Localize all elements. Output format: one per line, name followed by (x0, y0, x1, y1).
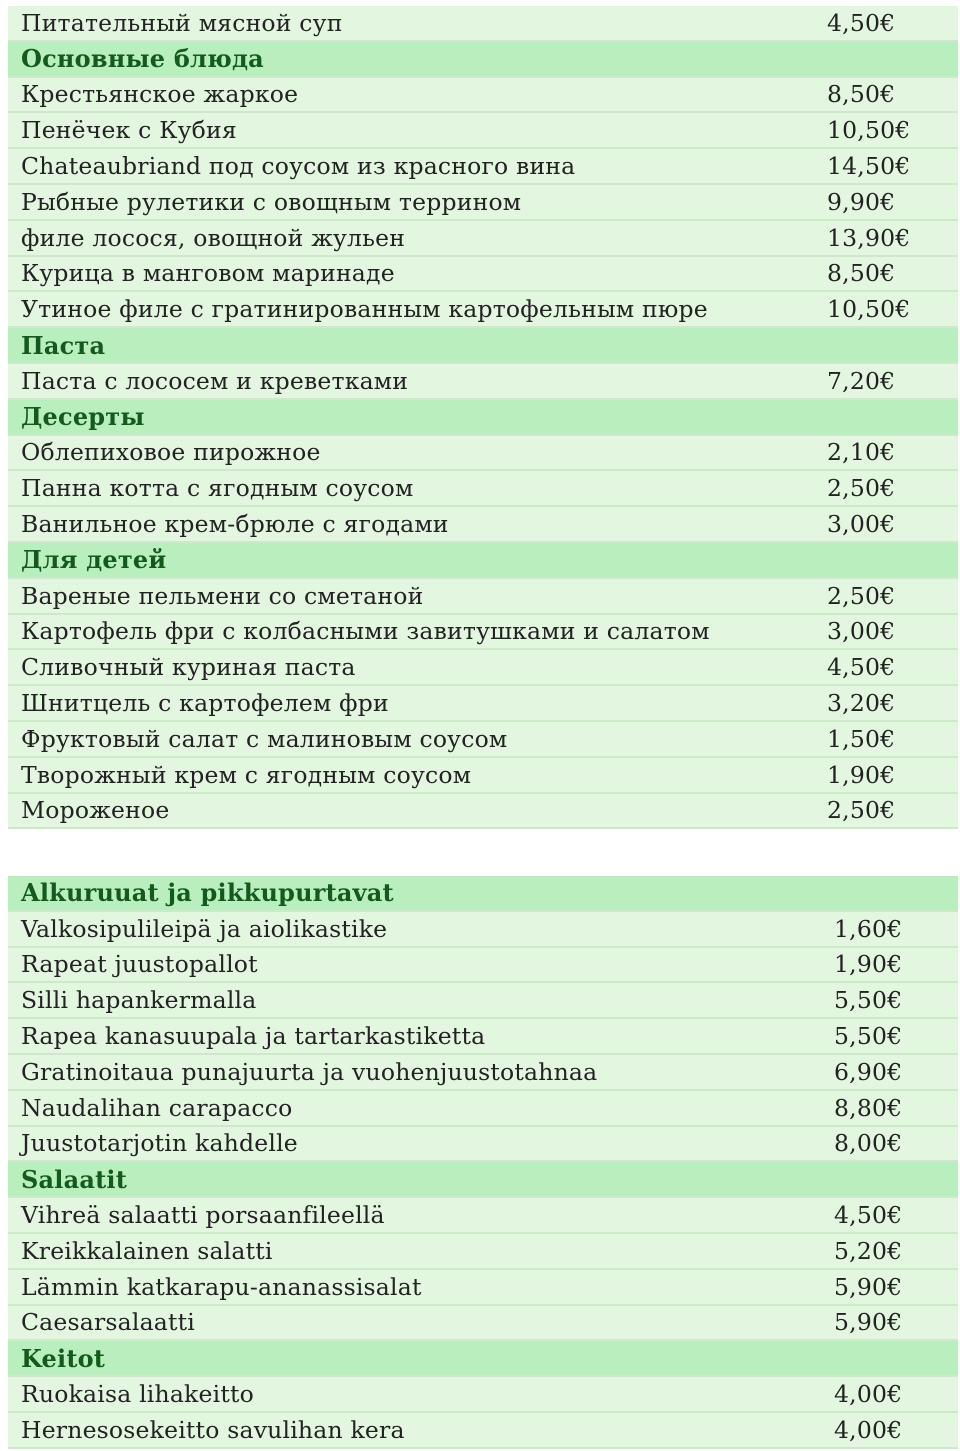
menu-item-row (8, 292, 958, 328)
dish-price: 14,50€ (827, 152, 911, 181)
menu-item-row (8, 615, 958, 651)
dish-name: Вареные пельмени со сметаной (21, 581, 424, 610)
section-header (8, 42, 958, 78)
menu-item-row (8, 471, 958, 507)
section-header (8, 543, 958, 579)
section-header (8, 1341, 958, 1377)
dish-price: 2,10€ (827, 438, 896, 467)
dish-price: 4,00€ (834, 1380, 903, 1409)
menu-item-row (8, 364, 958, 400)
dish-price: 3,00€ (827, 510, 896, 539)
menu-item-row (8, 983, 958, 1019)
dish-name: Rapeat juustopallot (21, 950, 258, 979)
dish-price: 1,90€ (827, 760, 896, 789)
dish-name: Шнитцель с картофелем фри (21, 689, 389, 718)
dish-price: 8,50€ (827, 259, 896, 288)
dish-price: 4,50€ (827, 653, 896, 682)
section-title: Alkuruuat ja pikkupurtavat (21, 878, 394, 908)
dish-name: Juustotarjotin kahdelle (21, 1129, 298, 1158)
dish-price: 1,50€ (827, 724, 896, 753)
menu-item-row (8, 1127, 958, 1163)
dish-price: 6,90€ (834, 1057, 903, 1086)
dish-name: Ванильное крем-брюле с ягодами (21, 510, 449, 539)
dish-price: 13,90€ (827, 223, 911, 252)
dish-name: Naudalihan carapacco (21, 1093, 293, 1122)
dish-name: Рыбные рулетики с овощным террином (21, 187, 522, 216)
dish-name: Облепиховое пирожное (21, 438, 321, 467)
dish-name: Пенёчек с Кубия (21, 116, 237, 145)
menu-item-row (8, 579, 958, 615)
section-header (8, 1162, 958, 1198)
dish-price: 8,00€ (834, 1129, 903, 1158)
dish-name: Сливочный куриная паста (21, 653, 356, 682)
menu-item-row (8, 1019, 958, 1055)
menu-item-row (8, 1306, 958, 1342)
menu-item-row (8, 912, 958, 948)
menu-item-row (8, 794, 958, 830)
dish-name: Утиное филе с гратинированным картофельным пюре (21, 295, 708, 324)
section-header (8, 876, 958, 912)
dish-price: 2,50€ (827, 581, 896, 610)
dish-name: филе лосося, овощной жульен (21, 223, 406, 252)
dish-price: 4,50€ (827, 8, 896, 37)
dish-price: 10,50€ (827, 295, 911, 324)
dish-price: 5,50€ (834, 986, 903, 1015)
dish-name: Панна котта с ягодным соусом (21, 474, 414, 503)
dish-price: 4,00€ (834, 1415, 903, 1444)
dish-price: 2,50€ (827, 474, 896, 503)
dish-name: Lämmin katkarapu-ananassisalat (21, 1272, 422, 1301)
dish-name: Питательный мясной суп (21, 8, 343, 37)
dish-name: Silli hapankermalla (21, 986, 257, 1015)
menu-item-row (8, 948, 958, 984)
section-title: Паста (21, 330, 106, 360)
dish-price: 5,50€ (834, 1022, 903, 1051)
section-header (8, 328, 958, 364)
dish-price: 1,90€ (834, 950, 903, 979)
menu-item-row (8, 436, 958, 472)
dish-name: Vihreä salaatti porsaanfileellä (21, 1201, 385, 1230)
menu-table-finnish (8, 876, 958, 1449)
dish-name: Caesarsalaatti (21, 1308, 196, 1337)
section-title: Keitot (21, 1343, 106, 1373)
section-title: Для детей (21, 545, 167, 575)
menu-item-row (8, 686, 958, 722)
dish-price: 2,50€ (827, 796, 896, 825)
dish-price: 5,90€ (834, 1308, 903, 1337)
section-title: Десерты (21, 402, 145, 432)
dish-name: Kreikkalainen salatti (21, 1236, 273, 1265)
menu-item-row (8, 185, 958, 221)
section-title: Основные блюда (21, 44, 264, 74)
menu-item-row (8, 722, 958, 758)
dish-name: Chateaubriand под соусом из красного вина (21, 152, 576, 181)
dish-price: 1,60€ (834, 914, 903, 943)
section-header (8, 400, 958, 436)
dish-name: Курица в манговом маринаде (21, 259, 395, 288)
dish-price: 9,90€ (827, 187, 896, 216)
dish-name: Gratinoitaua punajuurta ja vuohenjuustotahnaa (21, 1057, 598, 1086)
menu-item-row (8, 149, 958, 185)
menu-item-row (8, 1091, 958, 1127)
dish-name: Творожный крем с ягодным соусом (21, 760, 472, 789)
dish-name: Фруктовый салат с малиновым соусом (21, 724, 508, 753)
dish-name: Rapea kanasuupala ja tartarkastiketta (21, 1022, 486, 1051)
dish-price: 5,90€ (834, 1272, 903, 1301)
dish-price: 3,20€ (827, 689, 896, 718)
menu-item-row (8, 1198, 958, 1234)
menu-item-row (8, 257, 958, 293)
menu-item-row (8, 78, 958, 114)
section-title: Salaatit (21, 1164, 127, 1194)
menu-item-row (8, 507, 958, 543)
menu-item-row (8, 6, 958, 42)
dish-price: 8,80€ (834, 1093, 903, 1122)
menu-item-row (8, 1055, 958, 1091)
menu-item-row (8, 221, 958, 257)
menu-item-row (8, 1234, 958, 1270)
dish-name: Паста с лососем и креветками (21, 366, 409, 395)
menu-item-row (8, 1270, 958, 1306)
menu-table-russian (8, 6, 958, 829)
dish-price: 7,20€ (827, 366, 896, 395)
dish-price: 4,50€ (834, 1201, 903, 1230)
dish-name: Valkosipulileipä ja aiolikastike (21, 914, 388, 943)
menu-item-row (8, 1377, 958, 1413)
menu-item-row (8, 758, 958, 794)
dish-name: Крестьянское жаркое (21, 80, 299, 109)
menu-item-row (8, 1413, 958, 1449)
dish-price: 8,50€ (827, 80, 896, 109)
dish-name: Мороженое (21, 796, 170, 825)
dish-name: Картофель фри с колбасными завитушками и салатом (21, 617, 710, 646)
dish-name: Hernesosekeitto savulihan kera (21, 1415, 405, 1444)
dish-name: Ruokaisa lihakeitto (21, 1380, 254, 1409)
dish-price: 10,50€ (827, 116, 911, 145)
dish-price: 3,00€ (827, 617, 896, 646)
menu-item-row (8, 113, 958, 149)
menu-item-row (8, 650, 958, 686)
dish-price: 5,20€ (834, 1236, 903, 1265)
